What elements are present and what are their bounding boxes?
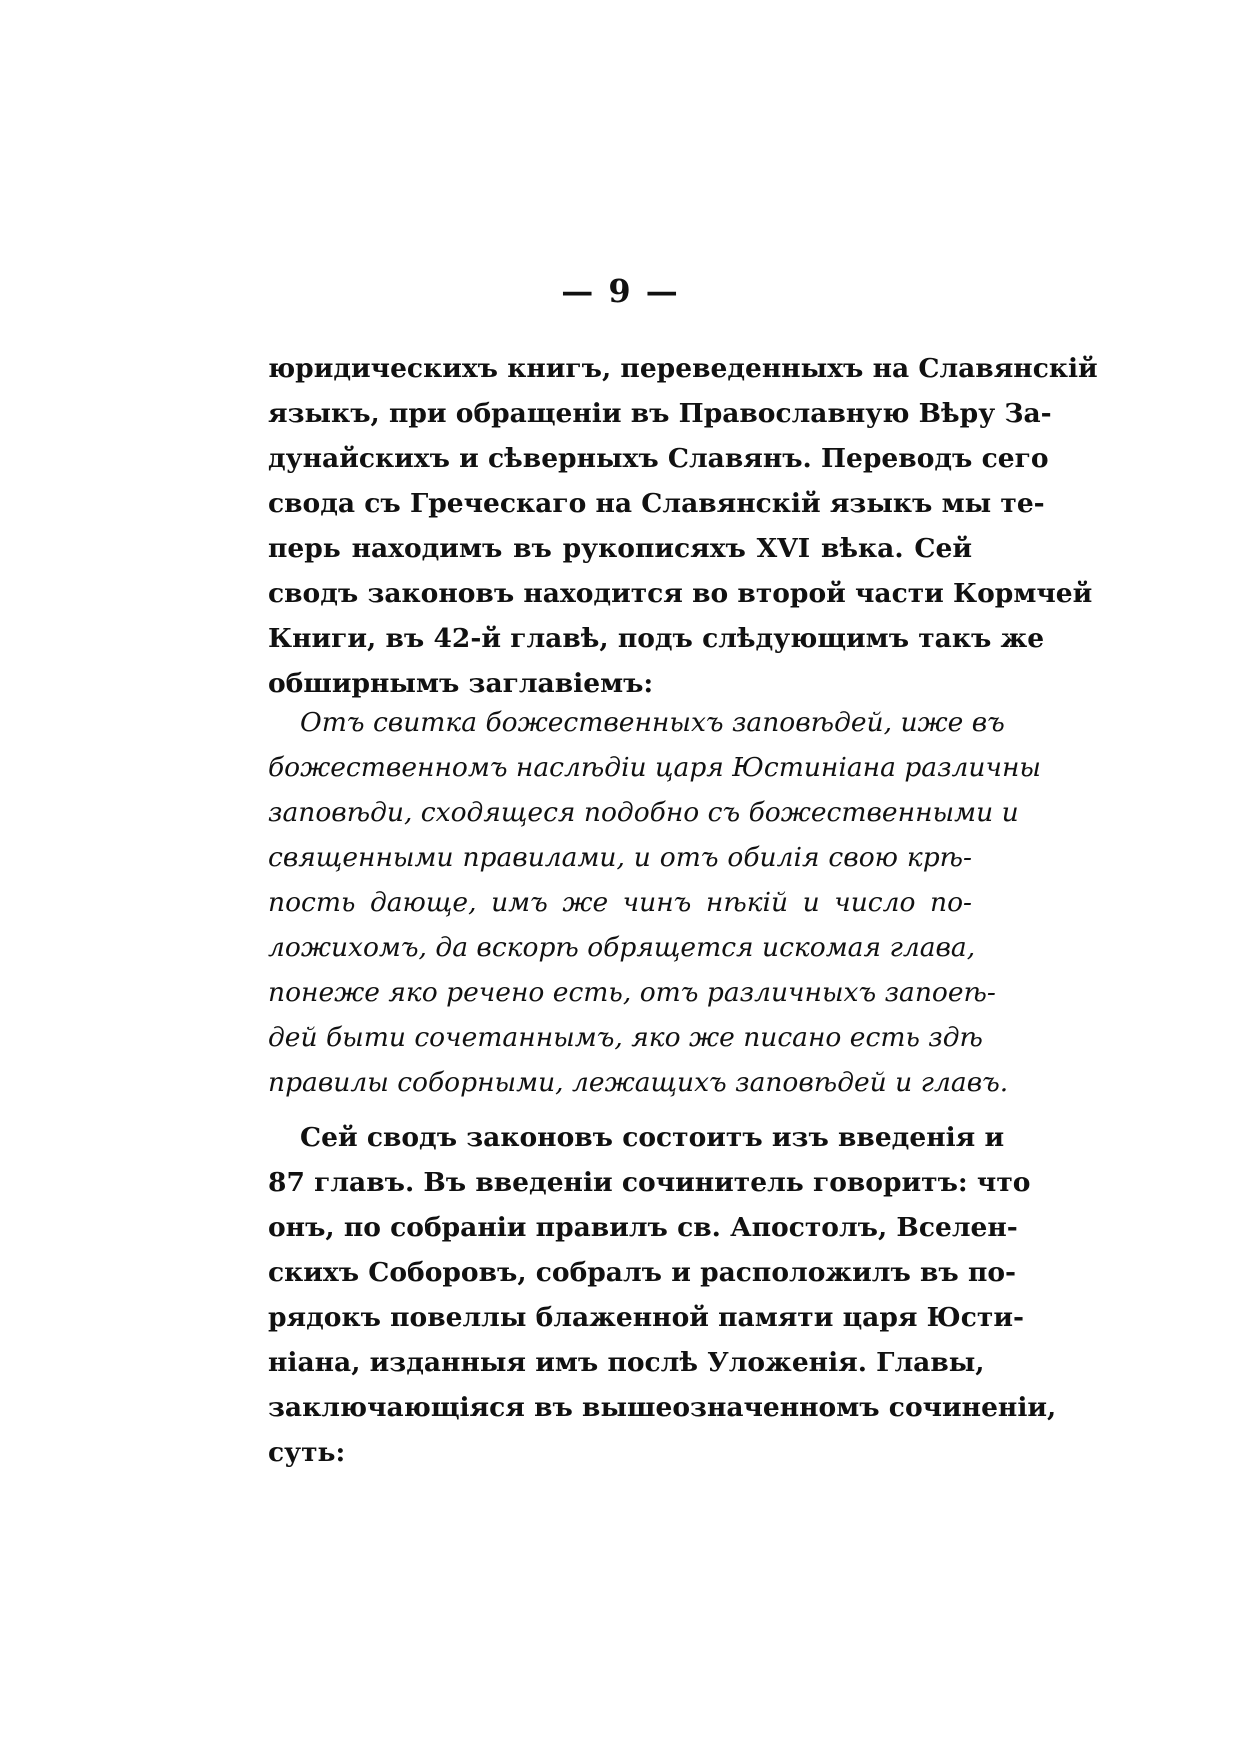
text-line: свода съ Греческаго на Славянскій языкъ мы те- xyxy=(268,488,1045,519)
text-line: божественномъ наслѣдіи царя Юстиніана различны xyxy=(268,752,1042,783)
text-line: ложихомъ, да вскорѣ обрящется искомая глава, xyxy=(268,932,976,963)
text-line: перь находимъ въ рукописяхъ XVI вѣка. Сей xyxy=(268,533,972,564)
text-line: священными правилами, и отъ обилія свою крѣ- xyxy=(268,842,972,873)
page-number: — 9 — xyxy=(561,272,680,310)
text-line: сводъ законовъ находится во второй части Кормчей xyxy=(268,578,1093,609)
text-line: онъ, по собраніи правилъ св. Апостолъ, Вселен- xyxy=(268,1212,1018,1243)
text-line: Сей сводъ законовъ состоитъ изъ введенія и xyxy=(300,1122,1005,1153)
text-line: юридическихъ книгъ, переведенныхъ на Славянскій xyxy=(268,353,1098,384)
text-line: Книги, въ 42-й главѣ, подъ слѣдующимъ такъ же xyxy=(268,623,1045,654)
text-line: 87 главъ. Въ введеніи сочинитель говоритъ: что xyxy=(268,1167,1031,1198)
paragraph-intro xyxy=(268,346,1098,706)
text-line: понеже яко речено есть, отъ различныхъ запоеѣ- xyxy=(268,977,996,1008)
text-line: правилы соборными, лежащихъ заповѣдей и главъ. xyxy=(268,1067,1009,1098)
text-line: ніана, изданныя имъ послѣ Уложенія. Главы, xyxy=(268,1347,985,1378)
text-line: дей быти сочетаннымъ, яко же писано есть здѣ xyxy=(268,1022,983,1053)
text-line: обширнымъ заглавіемъ: xyxy=(268,668,654,699)
text-line: заповѣди, сходящеся подобно съ божественными и xyxy=(268,797,1019,828)
text-line: скихъ Соборовъ, собралъ и расположилъ въ по- xyxy=(268,1257,1017,1288)
paragraph-quoted-title xyxy=(268,700,1042,1105)
text-line: заключающіяся въ вышеозначенномъ сочиненіи, xyxy=(268,1392,1057,1423)
text-line: языкъ, при обращеніи въ Православную Вѣру За- xyxy=(268,398,1052,429)
text-line: суть: xyxy=(268,1437,346,1468)
text-line: рядокъ повеллы блаженной памяти царя Юсти- xyxy=(268,1302,1025,1333)
paragraph-description xyxy=(268,1115,1057,1475)
text-line: Отъ свитка божественныхъ заповѣдей, иже въ xyxy=(300,707,1005,738)
text-line: пость дающе, имъ же чинъ нѣкій и число по- xyxy=(268,887,972,918)
text-line: дунайскихъ и сѣверныхъ Славянъ. Переводъ сего xyxy=(268,443,1049,474)
